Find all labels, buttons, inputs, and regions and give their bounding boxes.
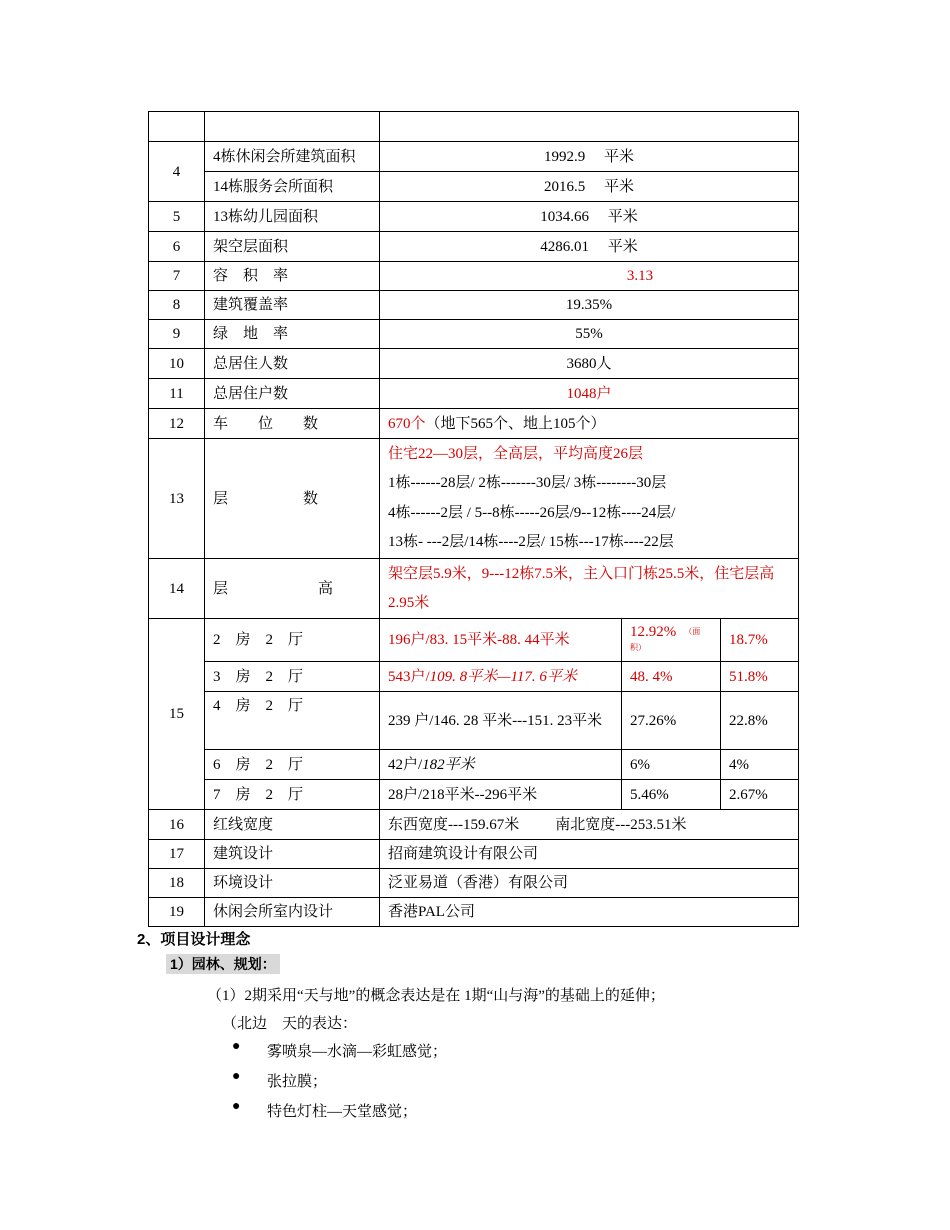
table-row — [149, 869, 799, 898]
row-number: 19 — [149, 898, 205, 927]
row-number: 15 — [149, 619, 205, 810]
row-value: 1992.9 — [544, 148, 586, 165]
row-label: 休闲会所室内设计 — [205, 898, 380, 927]
row-value: 1048户 — [380, 379, 799, 409]
row-label: 容 积 率 — [205, 262, 380, 291]
row-value: 2016.5 — [544, 178, 586, 195]
row-label: 13栋幼儿园面积 — [205, 202, 380, 232]
row-number: 4 — [149, 142, 205, 202]
table-row — [149, 379, 799, 409]
unit-type: 4 房 2 厅 — [205, 692, 380, 750]
row-value: 19.35% — [380, 291, 799, 320]
row-number: 7 — [149, 262, 205, 291]
unit-pct2: 2.67% — [721, 780, 799, 810]
table-row — [149, 439, 799, 559]
table-row — [149, 840, 799, 869]
list-item: 特色灯柱—天堂感觉； — [267, 1104, 418, 1120]
row-label: 4栋休闲会所建筑面积 — [205, 142, 380, 172]
row-number: 13 — [149, 439, 205, 559]
row-value: 3.13 — [380, 262, 799, 291]
unit-pct1: 5.46% — [622, 780, 721, 810]
east-west-width: 东西宽度---159.67米 — [388, 816, 520, 833]
unit-area-range: 109. 8平米—117. 6平米 — [429, 668, 577, 685]
unit-pct2: 22.8% — [721, 692, 799, 750]
row-label: 绿 地 率 — [205, 320, 380, 349]
section-heading: 2、项目设计理念 — [137, 931, 251, 948]
row-number: 9 — [149, 320, 205, 349]
paragraph: （1）2期采用“天与地”的概念表达是在 1期“山与海”的基础上的延伸； — [207, 988, 665, 1004]
unit-pct1: 48. 4% — [622, 662, 721, 692]
unit-pct1: 27.26% — [622, 692, 721, 750]
unit-type: 7 房 2 厅 — [205, 780, 380, 810]
row-label: 总居住人数 — [205, 349, 380, 379]
paragraph: （北边 天的表达： — [222, 1016, 358, 1032]
table-row — [149, 291, 799, 320]
table-row — [149, 750, 799, 780]
unit-area: 239 户/146. 28 平米---151. 23平米 — [380, 692, 622, 750]
row-value: 架空层5.9米，9---12栋7.5米，主入口门栋25.5米，住宅层高2.95米 — [380, 559, 799, 619]
row-label: 14栋服务会所面积 — [205, 172, 380, 202]
parking-detail: （地下565个、地上105个） — [425, 415, 606, 432]
unit-area-count: 42户/ — [388, 756, 423, 773]
row-value: 55% — [380, 320, 799, 349]
table-row — [149, 810, 799, 840]
row-number: 14 — [149, 559, 205, 619]
row-number: 18 — [149, 869, 205, 898]
row-value: 1034.66 — [540, 208, 589, 225]
table-row — [149, 202, 799, 232]
table-row — [149, 349, 799, 379]
row-value: 香港PAL公司 — [380, 898, 799, 927]
unit-area: 196户/83. 15平米-88. 44平米 — [380, 619, 622, 662]
row-unit: 平米 — [607, 238, 638, 255]
table-row — [149, 780, 799, 810]
row-label: 总居住户数 — [205, 379, 380, 409]
unit-area-count: 543户/ — [388, 668, 430, 685]
list-item: 雾喷泉—水滴—彩虹感觉； — [267, 1044, 448, 1060]
row-unit: 平米 — [607, 208, 638, 225]
table-row — [149, 662, 799, 692]
table-row — [149, 409, 799, 439]
floors-summary: 住宅22—30层，全高层，平均高度26层 — [388, 445, 644, 462]
table-row — [149, 320, 799, 349]
row-label: 层 数 — [205, 439, 380, 559]
parking-count: 670个 — [388, 415, 426, 432]
bullet-icon: ● — [232, 1039, 241, 1054]
unit-type: 2 房 2 厅 — [205, 619, 380, 662]
row-label: 层 高 — [205, 559, 380, 619]
row-unit: 平米 — [604, 178, 635, 195]
unit-type: 3 房 2 厅 — [205, 662, 380, 692]
row-number: 17 — [149, 840, 205, 869]
row-value: 泛亚易道（香港）有限公司 — [380, 869, 799, 898]
table-row — [149, 262, 799, 291]
row-value: 4286.01 — [540, 238, 589, 255]
row-number: 6 — [149, 232, 205, 262]
row-number: 11 — [149, 379, 205, 409]
unit-type: 6 房 2 厅 — [205, 750, 380, 780]
row-label: 红线宽度 — [205, 810, 380, 840]
row-number: 12 — [149, 409, 205, 439]
unit-pct2: 51.8% — [721, 662, 799, 692]
floors-line: 1栋------28层/ 2栋-------30层/ 3栋--------30层 — [388, 475, 667, 491]
table-row — [149, 692, 799, 750]
unit-area: 28户/218平米--296平米 — [380, 780, 622, 810]
row-number: 16 — [149, 810, 205, 840]
table-row — [149, 619, 799, 662]
project-data-table — [148, 111, 799, 927]
row-label: 环境设计 — [205, 869, 380, 898]
row-value: 3680人 — [380, 349, 799, 379]
unit-pct2: 18.7% — [721, 619, 799, 662]
row-label: 车 位 数 — [205, 409, 380, 439]
unit-pct2: 4% — [721, 750, 799, 780]
table-row — [149, 898, 799, 927]
row-number: 10 — [149, 349, 205, 379]
unit-pct1: 12.92% — [630, 624, 677, 640]
row-number: 5 — [149, 202, 205, 232]
unit-note: （面积） — [630, 627, 701, 652]
bullet-icon: ● — [232, 1069, 241, 1084]
table-row — [149, 142, 799, 172]
row-number: 8 — [149, 291, 205, 320]
table-row — [149, 112, 799, 142]
bullet-icon: ● — [232, 1099, 241, 1114]
floors-line: 4栋------2层 / 5--8栋-----26层/9--12栋----24层/ — [388, 504, 676, 521]
subsection-heading: 1）园林、规划： — [166, 954, 280, 974]
table-row — [149, 172, 799, 202]
row-label: 架空层面积 — [205, 232, 380, 262]
row-value: 招商建筑设计有限公司 — [380, 840, 799, 869]
north-south-width: 南北宽度---253.51米 — [555, 816, 687, 833]
unit-pct1: 6% — [622, 750, 721, 780]
row-label: 建筑设计 — [205, 840, 380, 869]
floors-line: 13栋- ---2层/14栋----2层/ 15栋---17栋----22层 — [388, 534, 674, 550]
table-row — [149, 232, 799, 262]
unit-area-range: 182平米 — [422, 756, 475, 773]
row-label: 建筑覆盖率 — [205, 291, 380, 320]
table-row — [149, 559, 799, 619]
row-unit: 平米 — [604, 148, 635, 165]
list-item: 张拉膜； — [267, 1074, 328, 1090]
